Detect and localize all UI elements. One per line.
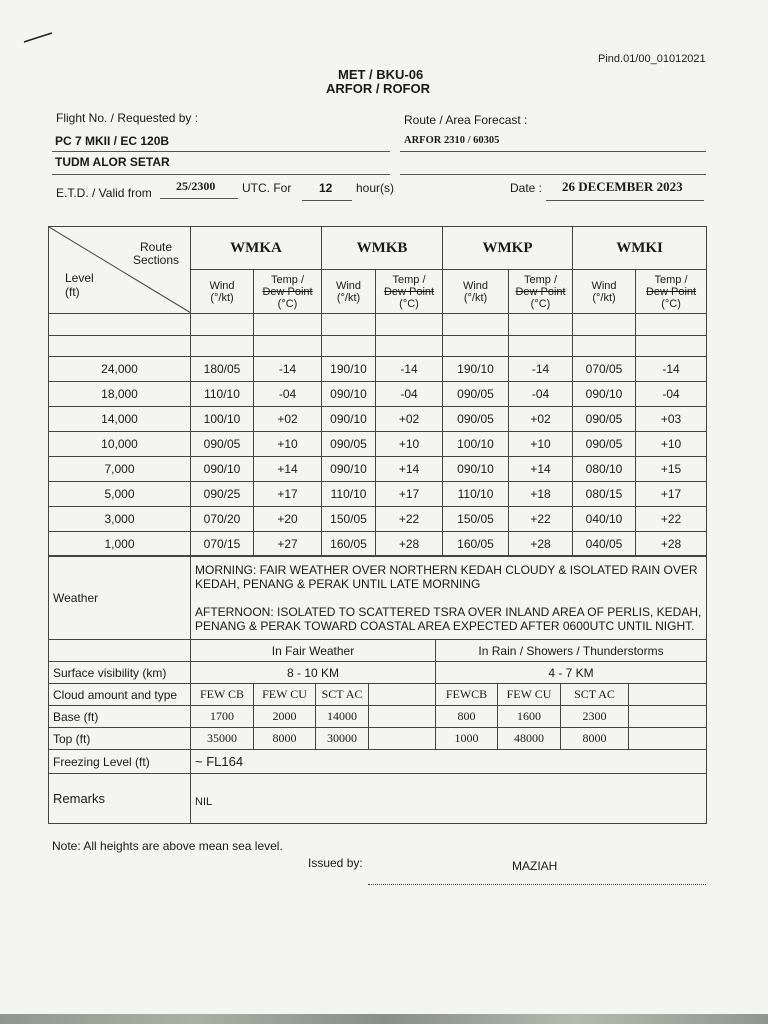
wind-cell: 160/05 (443, 532, 509, 557)
date-value: 26 DECEMBER 2023 (562, 179, 683, 194)
station-header: WMKP (443, 227, 573, 270)
issued-label: Issued by: (308, 856, 363, 870)
remarks-label: Remarks (49, 774, 191, 824)
wind-cell: 090/05 (191, 432, 254, 457)
issuer-name: MAZIAH (512, 859, 558, 873)
temp-cell: +10 (509, 432, 573, 457)
freezing-value: ~ FL164 (191, 750, 707, 774)
rain-weather-header: In Rain / Showers / Thunderstorms (436, 640, 707, 662)
table-row (49, 407, 707, 432)
wind-header (573, 270, 636, 314)
cloud-cell-fair: FEW CB (191, 684, 254, 706)
weather-afternoon: AFTERNOON: ISOLATED TO SCATTERED TSRA OVER INLAND AREA OF PERLIS, KEDAH, PENANG & PERAK TOWARD COASTAL AREA EXPECTED AFTER 0600UTC UNTIL NIGHT. (195, 604, 702, 633)
temp-label: Temp / (271, 273, 305, 286)
wind-label: Wind (462, 279, 489, 292)
temp-cell: +14 (509, 457, 573, 482)
temp-cell: +02 (509, 407, 573, 432)
temp-cell: +17 (636, 482, 707, 507)
wind-cell: 180/05 (191, 357, 254, 382)
freezing-label: Freezing Level (ft) (49, 750, 191, 774)
wind-unit: (°/kt) (336, 291, 361, 304)
table-row (49, 507, 707, 532)
temp-cell: +03 (636, 407, 707, 432)
top-cell-fair: 30000 (316, 728, 369, 750)
temp-cell: +17 (376, 482, 443, 507)
top-cell-rain: 1000 (436, 728, 498, 750)
level-cell: 7,000 (49, 457, 191, 482)
weather-label: Weather (49, 556, 191, 640)
level-cell: 1,000 (49, 532, 191, 557)
form-title: MET / BKU-06 (338, 67, 424, 82)
base-cell-rain (629, 706, 707, 728)
top-cell-fair: 35000 (191, 728, 254, 750)
wind-cell: 090/10 (322, 457, 376, 482)
table-row (49, 382, 707, 407)
cloud-cell-rain: SCT AC (561, 684, 629, 706)
wind-cell: 040/05 (573, 532, 636, 557)
wind-label: Wind (209, 279, 235, 292)
visibility-fair: 8 - 10 KM (191, 662, 436, 684)
base-cell-fair: 2000 (254, 706, 316, 728)
wind-cell: 090/05 (443, 407, 509, 432)
table-row (49, 357, 707, 382)
temp-cell: -14 (509, 357, 573, 382)
wind-cell: 070/15 (191, 532, 254, 557)
table-row (49, 457, 707, 482)
weather-morning: MORNING: FAIR WEATHER OVER NORTHERN KEDAH CLOUDY & ISOLATED RAIN OVER KEDAH, PENANG & PERAK UNTIL LATE MORNING (195, 562, 698, 591)
wind-cell: 070/20 (191, 507, 254, 532)
footnote: Note: All heights are above mean sea level. (52, 839, 283, 853)
utc-label: UTC. For (242, 181, 292, 195)
wind-unit: (°/kt) (210, 291, 234, 304)
wind-cell: 080/15 (573, 482, 636, 507)
flight-value: PC 7 MKII / EC 120B (55, 134, 170, 148)
cloud-cell-rain: FEWCB (436, 684, 498, 706)
hours-label: hour(s) (356, 181, 395, 195)
wind-header (322, 270, 376, 314)
cloud-cell-rain: FEW CU (498, 684, 561, 706)
page-edge (0, 1014, 768, 1024)
cloud-cell-rain (629, 684, 707, 706)
cloud-label: Cloud amount and type (49, 684, 191, 706)
temp-cell: +27 (254, 532, 322, 557)
cloud-cell-fair: FEW CU (254, 684, 316, 706)
etd-value: 25/2300 (176, 179, 216, 193)
wind-cell: 090/25 (191, 482, 254, 507)
document-reference: Pind.01/00_01012021 (598, 53, 706, 65)
wind-header (443, 270, 509, 314)
table-row (49, 482, 707, 507)
wind-cell: 090/10 (573, 382, 636, 407)
requester-value: TUDM ALOR SETAR (55, 155, 170, 169)
wind-cell: 090/05 (573, 432, 636, 457)
wind-label: Wind (591, 279, 617, 292)
temp-header (254, 270, 322, 314)
cloud-cell-fair: SCT AC (316, 684, 369, 706)
temp-label: Temp / (654, 273, 688, 286)
empty-row (49, 336, 707, 357)
dew-point-label: Dew Point (383, 285, 435, 298)
level-cell: 18,000 (49, 382, 191, 407)
weather-text (191, 556, 707, 640)
wind-cell: 090/05 (573, 407, 636, 432)
temp-cell: -14 (636, 357, 707, 382)
temp-cell: +15 (636, 457, 707, 482)
temp-cell: -04 (376, 382, 443, 407)
base-label: Base (ft) (49, 706, 191, 728)
wind-cell: 080/10 (573, 457, 636, 482)
wind-cell: 070/05 (573, 357, 636, 382)
temp-cell: -14 (376, 357, 443, 382)
base-cell-rain: 800 (436, 706, 498, 728)
temp-cell: -04 (636, 382, 707, 407)
flight-label: Flight No. / Requested by : (56, 111, 199, 125)
station-header: WMKA (191, 227, 322, 270)
temp-cell: +28 (509, 532, 573, 557)
temp-header (376, 270, 443, 314)
forecast-table (48, 226, 707, 557)
level-cell: 5,000 (49, 482, 191, 507)
wind-cell: 090/05 (322, 432, 376, 457)
temp-cell: +22 (376, 507, 443, 532)
wind-cell: 190/10 (322, 357, 376, 382)
form-subtitle: ARFOR / ROFOR (326, 81, 430, 96)
remarks-value: NIL (191, 774, 707, 824)
wind-cell: 190/10 (443, 357, 509, 382)
base-cell-rain: 1600 (498, 706, 561, 728)
wind-cell: 100/10 (191, 407, 254, 432)
wind-cell: 150/05 (443, 507, 509, 532)
station-header: WMKB (322, 227, 443, 270)
level-cell: 14,000 (49, 407, 191, 432)
date-label: Date : (510, 181, 543, 195)
temp-cell: +10 (376, 432, 443, 457)
base-cell-fair: 14000 (316, 706, 369, 728)
level-unit: (ft) (65, 285, 80, 299)
temp-label: Temp / (392, 273, 426, 286)
visibility-rain: 4 - 7 KM (436, 662, 707, 684)
temp-cell: +18 (509, 482, 573, 507)
top-cell-fair: 8000 (254, 728, 316, 750)
level-label: Level (65, 271, 94, 285)
wind-header (191, 270, 254, 314)
dew-point-label: Dew Point (645, 285, 697, 298)
temp-unit: (°C) (530, 297, 551, 310)
level-cell: 3,000 (49, 507, 191, 532)
temp-unit: (°C) (277, 297, 298, 310)
temp-cell: +20 (254, 507, 322, 532)
temp-cell: +02 (254, 407, 322, 432)
temp-cell: +17 (254, 482, 322, 507)
temp-cell: +28 (376, 532, 443, 557)
top-cell-rain: 8000 (561, 728, 629, 750)
level-cell: 10,000 (49, 432, 191, 457)
temp-cell: +22 (636, 507, 707, 532)
route-sections-label: Route Sections (132, 240, 180, 267)
temp-cell: +14 (376, 457, 443, 482)
temp-cell: -14 (254, 357, 322, 382)
dew-point-label: Dew Point (262, 285, 313, 298)
temp-unit: (°C) (661, 297, 681, 310)
wind-cell: 040/10 (573, 507, 636, 532)
temp-header (509, 270, 573, 314)
temp-cell: +28 (636, 532, 707, 557)
empty-row (49, 314, 707, 336)
temp-cell: +10 (254, 432, 322, 457)
visibility-label: Surface visibility (km) (49, 662, 191, 684)
temp-label: Temp / (524, 273, 558, 286)
temp-cell: -04 (254, 382, 322, 407)
pen-mark (22, 30, 56, 44)
top-cell-rain (629, 728, 707, 750)
temp-cell: -04 (509, 382, 573, 407)
wind-cell: 160/05 (322, 532, 376, 557)
table-row (49, 432, 707, 457)
temp-cell: +14 (254, 457, 322, 482)
temp-cell: +10 (636, 432, 707, 457)
temp-header (636, 270, 707, 314)
wind-cell: 090/10 (322, 407, 376, 432)
wind-cell: 100/10 (443, 432, 509, 457)
etd-label: E.T.D. / Valid from (56, 186, 152, 200)
wind-cell: 090/10 (443, 457, 509, 482)
temp-unit: (°C) (399, 297, 419, 310)
wind-cell: 110/10 (443, 482, 509, 507)
level-cell: 24,000 (49, 357, 191, 382)
route-value: ARFOR 2310 / 60305 (404, 135, 500, 146)
wind-cell: 090/10 (322, 382, 376, 407)
wind-cell: 090/10 (191, 457, 254, 482)
route-label: Route / Area Forecast : (404, 113, 528, 127)
base-cell-rain: 2300 (561, 706, 629, 728)
dew-point-label: Dew Point (515, 285, 566, 298)
cloud-cell-fair (369, 684, 436, 706)
temp-cell: +02 (376, 407, 443, 432)
base-cell-fair: 1700 (191, 706, 254, 728)
weather-table (48, 555, 707, 824)
table-row (49, 532, 707, 557)
wind-cell: 110/10 (322, 482, 376, 507)
fair-weather-header: In Fair Weather (191, 640, 436, 662)
station-header: WMKI (573, 227, 707, 270)
top-label: Top (ft) (49, 728, 191, 750)
top-cell-fair (369, 728, 436, 750)
table-corner (49, 227, 191, 314)
wind-cell: 150/05 (322, 507, 376, 532)
top-cell-rain: 48000 (498, 728, 561, 750)
wind-cell: 110/10 (191, 382, 254, 407)
wind-unit: (°/kt) (463, 291, 488, 304)
temp-cell: +22 (509, 507, 573, 532)
wind-label: Wind (335, 279, 362, 292)
base-cell-fair (369, 706, 436, 728)
hours-value: 12 (319, 181, 333, 195)
wind-cell: 090/05 (443, 382, 509, 407)
wind-unit: (°/kt) (592, 291, 616, 304)
